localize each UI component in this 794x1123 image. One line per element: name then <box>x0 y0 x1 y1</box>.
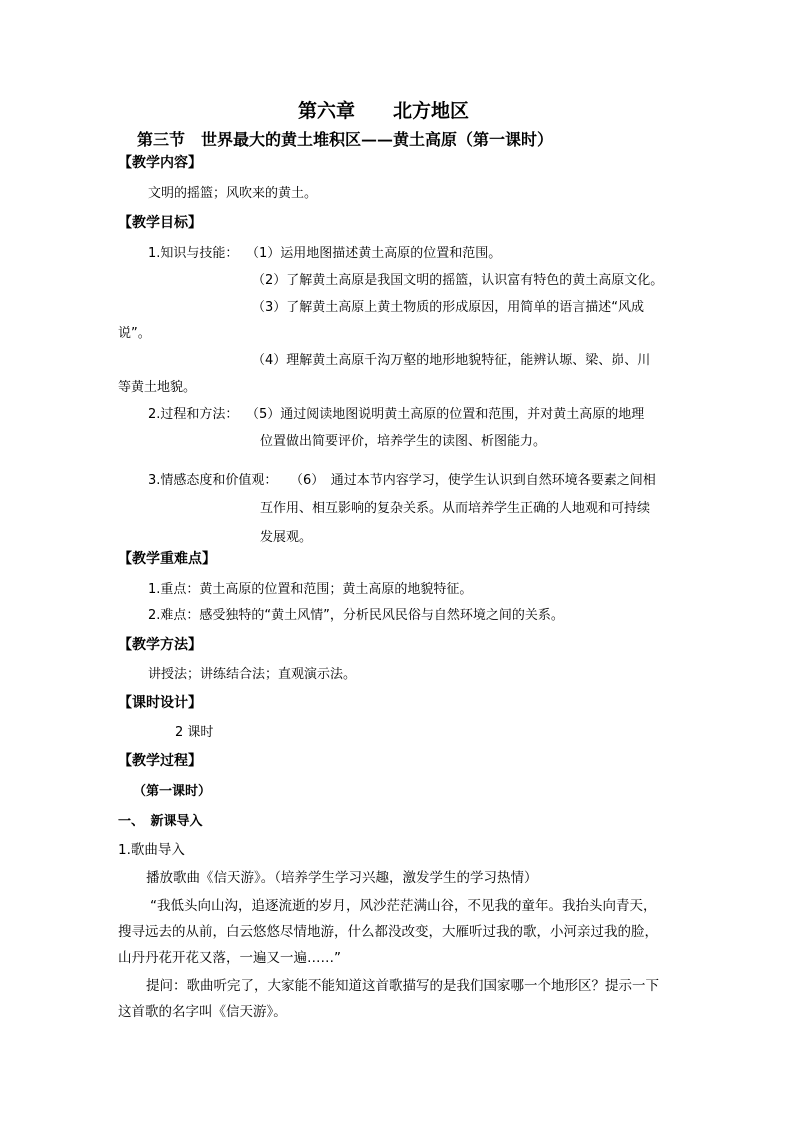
goal-p5-line2: 位置做出简要评价，培养学生的读图、析图能力。 <box>260 434 547 449</box>
methods-text: 讲授法；讲练结合法；直观演示法。 <box>148 667 357 682</box>
process-sub-1: 1.歌曲导入 <box>118 842 185 858</box>
goal-k2: （2）了解黄土高原是我国文明的摇篮，认识富有特色的黄土高原文化。 <box>252 273 664 288</box>
goal-e6-line3: 发展观。 <box>260 530 313 545</box>
goal-k3-line2: 说”。 <box>118 326 151 341</box>
goal-knowledge-label: 1.知识与技能： <box>148 246 239 261</box>
content-text: 文明的摇篮；风吹来的黄土。 <box>148 186 318 201</box>
goal-k1: （1）运用地图描述黄土高原的位置和范围。 <box>246 246 502 261</box>
process-heading: 【教学过程】 <box>118 753 202 769</box>
goal-e6-line1: （6） 通过本节内容学习，使学生认识到自然环境各要素之间相 <box>290 473 656 488</box>
process-question-1: 提问：歌曲听完了，大家能不能知道这首歌描写的是我们国家哪一个地形区？提示一下 <box>146 978 659 994</box>
goal-k4-line2: 等黄土地貌。 <box>118 380 197 395</box>
goal-k4-line1: （4）理解黄土高原千沟万壑的地形地貌特征，能辨认塬、梁、峁、川 <box>252 353 651 368</box>
process-question-2: 这首歌的名字叫《信天游》。 <box>118 1004 287 1020</box>
process-section-1: 一、 新课导入 <box>118 814 203 829</box>
content-heading: 【教学内容】 <box>118 155 202 171</box>
goal-e6-line2: 互作用、相互影响的复杂关系。从而培养学生正确的人地观和可持续 <box>260 501 651 516</box>
design-heading: 【课时设计】 <box>118 695 202 711</box>
section-title: 第三节 世界最大的黄土堆积区——黄土高原（第一课时） <box>137 130 554 149</box>
keypoint-1: 1.重点：黄土高原的位置和范围；黄土高原的地貌特征。 <box>148 582 473 597</box>
process-lyric-1: “我低头向山沟，追逐流逝的岁月，风沙茫茫满山谷，不见我的童年。我抬头向青天， <box>150 898 657 914</box>
goals-heading: 【教学目标】 <box>118 215 202 231</box>
process-lesson-label: （第一课时） <box>133 784 212 799</box>
goal-process-label: 2.过程和方法： <box>148 407 239 422</box>
chapter-title: 第六章 北方地区 <box>298 100 470 122</box>
process-play: 播放歌曲《信天游》。（培养学生学习兴趣，激发学生的学习热情） <box>146 870 538 886</box>
process-lyric-2: 搜寻远去的从前，白云悠悠尽情地游，什么都没改变，大雁听过我的歌，小河亲过我的脸， <box>118 924 658 940</box>
keypoints-heading: 【教学重难点】 <box>118 551 216 567</box>
goal-emotion-label: 3.情感态度和价值观： <box>148 473 278 488</box>
methods-heading: 【教学方法】 <box>118 637 202 653</box>
keypoint-2: 2.难点：感受独特的“黄土风情”，分析民风民俗与自然环境之间的关系。 <box>148 608 564 623</box>
goal-p5-line1: （5）通过阅读地图说明黄土高原的位置和范围，并对黄土高原的地理 <box>246 407 645 422</box>
design-text: 2 课时 <box>175 725 214 740</box>
process-lyric-3: 山丹丹花开花又落，一遍又一遍……” <box>118 950 341 966</box>
goal-k3-line1: （3）了解黄土高原上黄土物质的形成原因，用简单的语言描述“风成 <box>252 300 645 315</box>
